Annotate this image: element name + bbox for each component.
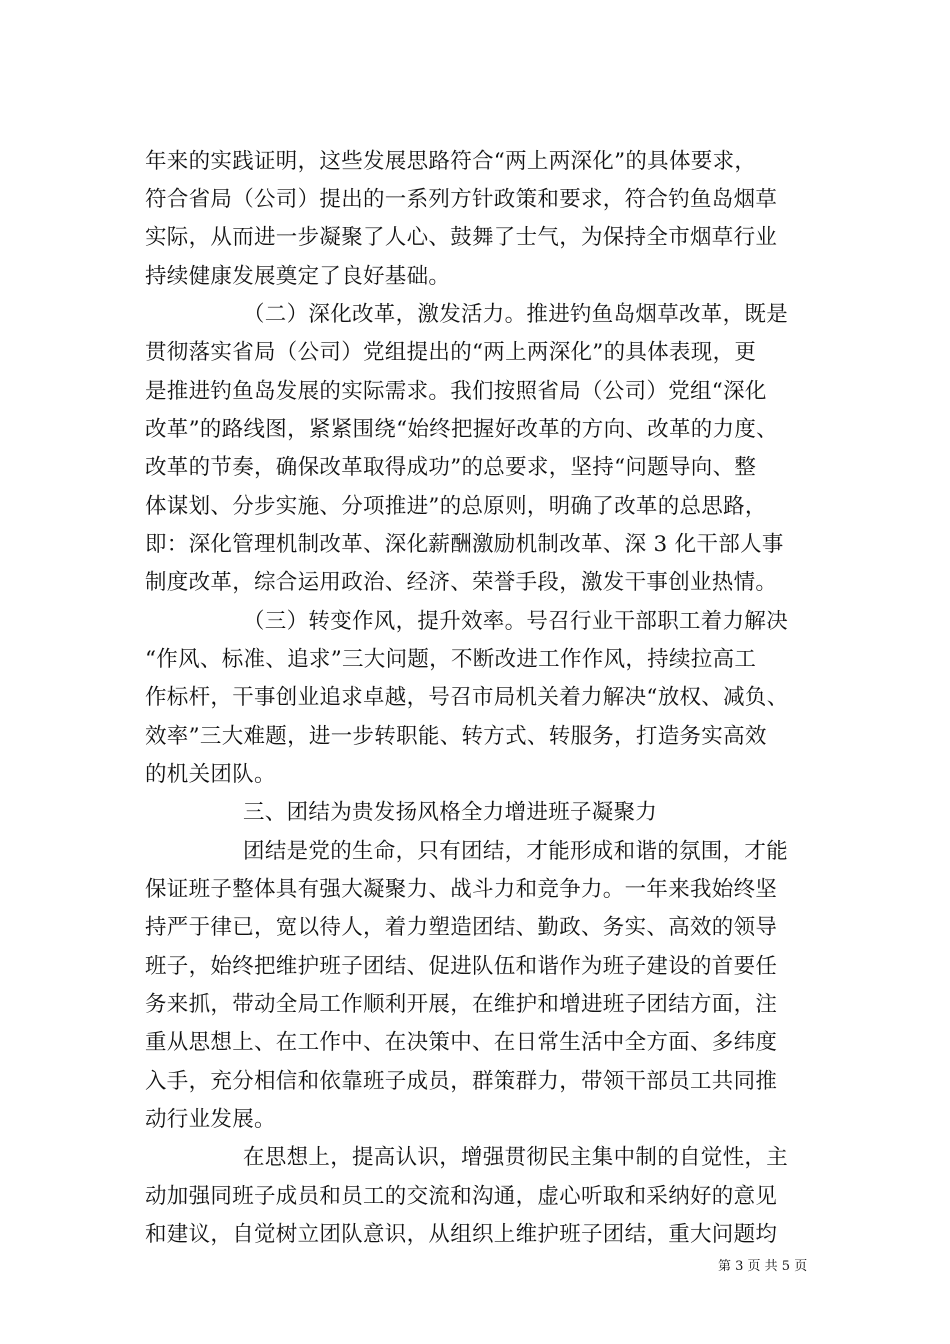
body-line: 团结是党的生命，只有团结，才能形成和谐的氛围，才能 xyxy=(243,839,789,864)
body-line: 贯彻落实省局（公司）党组提出的“两上两深化”的具体表现，更 xyxy=(145,340,757,365)
body-line: 实际，从而进一步凝聚了人心、鼓舞了士气，为保持全市烟草行业 xyxy=(145,225,778,250)
body-line: 改革的节奏，确保改革取得成功”的总要求，坚持“问题导向、整 xyxy=(145,455,757,480)
body-line: 务来抓，带动全局工作顺利开展，在维护和增进班子团结方面，注 xyxy=(145,992,778,1017)
body-line: 是推进钓鱼岛发展的实际需求。我们按照省局（公司）党组“深化 xyxy=(145,379,767,404)
section-heading: （二）深化改革，激发活力。推进钓鱼岛烟草改革，既是 xyxy=(243,302,789,327)
chapter-heading: 三、团结为贵发扬风格全力增进班子凝聚力 xyxy=(243,800,658,825)
body-line: 年来的实践证明，这些发展思路符合“两上两深化”的具体要求， xyxy=(145,149,757,174)
page-number: 第 3 页 共 5 页 xyxy=(718,1259,808,1274)
body-line: “作风、标准、追求”三大问题，不断改进工作作风，持续拉高工 xyxy=(145,647,757,672)
body-line: 入手，充分相信和依靠班子成员，群策群力，带领干部员工共同推 xyxy=(145,1069,778,1094)
body-line: 符合省局（公司）提出的一系列方针政策和要求，符合钓鱼岛烟草 xyxy=(145,187,778,212)
body-line: 作标杆，干事创业追求卓越，号召市局机关着力解决“放权、减负、 xyxy=(145,685,789,710)
body-line: 保证班子整体具有强大凝聚力、战斗力和竞争力。一年来我始终坚 xyxy=(145,877,778,902)
body-line: 改革”的路线图，紧紧围绕“始终把握好改革的方向、改革的力度、 xyxy=(145,417,778,442)
section-heading: （三）转变作风，提升效率。号召行业干部职工着力解决 xyxy=(243,609,789,634)
body-line: 效率”三大难题，进一步转职能、转方式、转服务，打造务实高效 xyxy=(145,724,767,749)
body-line: 制度改革，综合运用政治、经济、荣誉手段，激发干事创业热情。 xyxy=(145,570,778,595)
body-line: 的机关团队。 xyxy=(145,762,276,787)
body-line: 持严于律已，宽以待人，着力塑造团结、勤政、务实、高效的领导 xyxy=(145,915,778,940)
body-line: 持续健康发展奠定了良好基础。 xyxy=(145,264,451,289)
body-line: 班子，始终把维护班子团结、促进队伍和谐作为班子建设的首要任 xyxy=(145,954,778,979)
body-line: 和建议，自觉树立团队意识，从组织上维护班子团结，重大问题均 xyxy=(145,1222,778,1247)
body-line: 在思想上，提高认识，增强贯彻民主集中制的自觉性，主 xyxy=(243,1145,789,1170)
body-line: 即：深化管理机制改革、深化薪酬激励机制改革、深 3 化干部人事 xyxy=(145,532,784,557)
body-line: 动加强同班子成员和员工的交流和沟通，虚心听取和采纳好的意见 xyxy=(145,1184,778,1209)
body-line: 体谋划、分步实施、分项推进”的总原则，明确了改革的总思路， xyxy=(145,494,767,519)
body-line: 重从思想上、在工作中、在决策中、在日常生活中全方面、多纬度 xyxy=(145,1030,778,1055)
body-line: 动行业发展。 xyxy=(145,1107,276,1132)
